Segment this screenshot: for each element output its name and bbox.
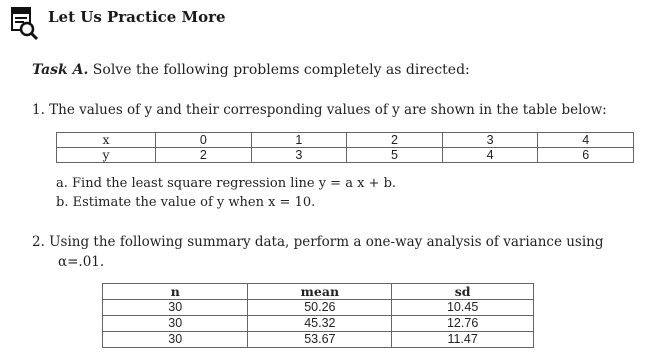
n-cell: 30 — [103, 332, 248, 348]
x-cell: 0 — [156, 133, 252, 148]
sd-cell: 12.76 — [392, 316, 534, 332]
document-search-icon — [10, 6, 40, 42]
x-cell: 4 — [538, 133, 634, 148]
mean-cell: 45.32 — [248, 316, 392, 332]
y-label-cell: y — [57, 148, 156, 163]
x-cell: 1 — [251, 133, 347, 148]
y-cell: 5 — [347, 148, 443, 163]
mean-cell: 50.26 — [248, 300, 392, 316]
n-cell: 30 — [103, 316, 248, 332]
table-row — [103, 316, 534, 332]
y-cell: 4 — [442, 148, 538, 163]
problem-1-text: 1. The values of y and their corresponding values of y are shown in the table below: — [32, 102, 607, 118]
y-cell: 2 — [156, 148, 252, 163]
sd-cell: 10.45 — [392, 300, 534, 316]
column-header-sd: sd — [392, 284, 534, 300]
mean-cell: 53.67 — [248, 332, 392, 348]
table-row — [57, 148, 634, 163]
table-row — [103, 300, 534, 316]
y-cell: 3 — [251, 148, 347, 163]
xy-table — [56, 132, 634, 163]
sd-cell: 11.47 — [392, 332, 534, 348]
problem-2-alpha: α=.01. — [58, 254, 105, 270]
problem-2-text: 2. Using the following summary data, perform a one-way analysis of variance using — [32, 234, 604, 250]
column-header-n: n — [103, 284, 248, 300]
x-cell: 2 — [347, 133, 443, 148]
n-cell: 30 — [103, 300, 248, 316]
table-row — [103, 332, 534, 348]
y-cell: 6 — [538, 148, 634, 163]
x-cell: 3 — [442, 133, 538, 148]
table-row — [57, 133, 634, 148]
column-header-mean: mean — [248, 284, 392, 300]
problem-1-part-b: b. Estimate the value of y when x = 10. — [56, 195, 316, 210]
x-label-cell: x — [57, 133, 156, 148]
summary-table — [102, 283, 534, 348]
page-title: Let Us Practice More — [48, 8, 226, 26]
table-header-row — [103, 284, 534, 300]
problem-1-part-a: a. Find the least square regression line y = a x + b. — [56, 176, 397, 191]
task-label: Task A. — [32, 62, 89, 78]
task-text: Solve the following problems completely as directed: — [92, 62, 470, 78]
task-instruction — [32, 62, 470, 78]
